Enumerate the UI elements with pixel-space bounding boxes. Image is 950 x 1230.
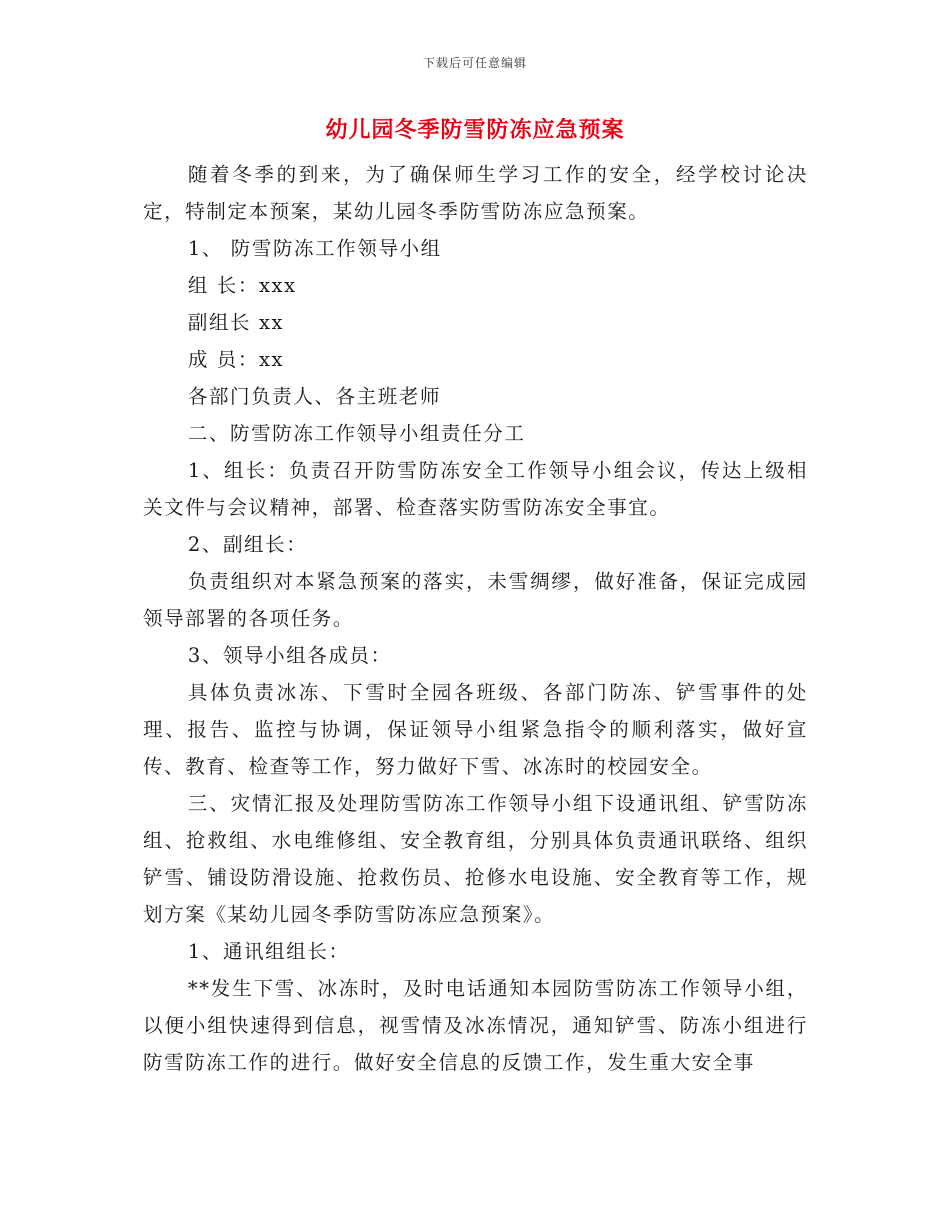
paragraph-deputy-duty: 负责组织对本紧急预案的落实，未雪绸缪，做好准备，保证完成园领导部署的各项任务。 <box>143 570 808 630</box>
paragraph-disaster-report: 三、灾情汇报及处理防雪防冻工作领导小组下设通讯组、铲雪防冻组、抢救组、水电维修组、安全教育组，分别具体负责通讯联络、组织铲雪、铺设防滑设施、抢救伤员、抢修水电设施、安全教育等工作，规划方案《某幼儿园冬季防雪防冻应急预案》。 <box>143 792 808 926</box>
paragraph-members: 成 员：xx <box>187 348 285 371</box>
paragraph-comm-group-duty: **发生下雪、冰冻时，及时电话通知本园防雪防冻工作领导小组，以便小组快速得到信息，视雪情及冰冻情况，通知铲雪、防冻小组进行防雪防冻工作的进行。做好安全信息的反馈工作，发生重大安全事 <box>143 977 808 1074</box>
paragraph-intro: 随着冬季的到来，为了确保师生学习工作的安全，经学校讨论决定，特制定本预案，某幼儿园冬季防雪防冻应急预案。 <box>143 163 808 223</box>
paragraph-deputy-leader: 副组长 xx <box>187 311 285 334</box>
document-body <box>143 156 808 1081</box>
document-title: 幼儿园冬季防雪防冻应急预案 <box>325 117 625 143</box>
paragraph-group-leader: 组 长：xxx <box>187 274 297 297</box>
paragraph-comm-group-heading: 1、通讯组组长： <box>187 940 350 963</box>
paragraph-leading-group-heading: 1、 防雪防冻工作领导小组 <box>187 237 442 260</box>
paragraph-leader-duty: 1、组长：负责召开防雪防冻安全工作领导小组会议，传达上级相关文件与会议精神，部署、检查落实防雪防冻安全事宜。 <box>143 459 808 519</box>
paragraph-members-heading: 3、领导小组各成员： <box>187 644 392 667</box>
paragraph-deputy-heading: 2、副组长： <box>187 533 308 556</box>
paragraph-responsibility-heading: 二、防雪防冻工作领导小组责任分工 <box>187 422 526 445</box>
paragraph-department-heads: 各部门负责人、各主班老师 <box>187 385 442 408</box>
paragraph-members-duty: 具体负责冰冻、下雪时全园各班级、各部门防冻、铲雪事件的处理、报告、监控与协调，保证领导小组紧急指令的顺利落实，做好宣传、教育、检查等工作，努力做好下雪、冰冻时的校园安全。 <box>143 681 808 778</box>
page-header-note: 下载后可任意编辑 <box>422 56 527 70</box>
